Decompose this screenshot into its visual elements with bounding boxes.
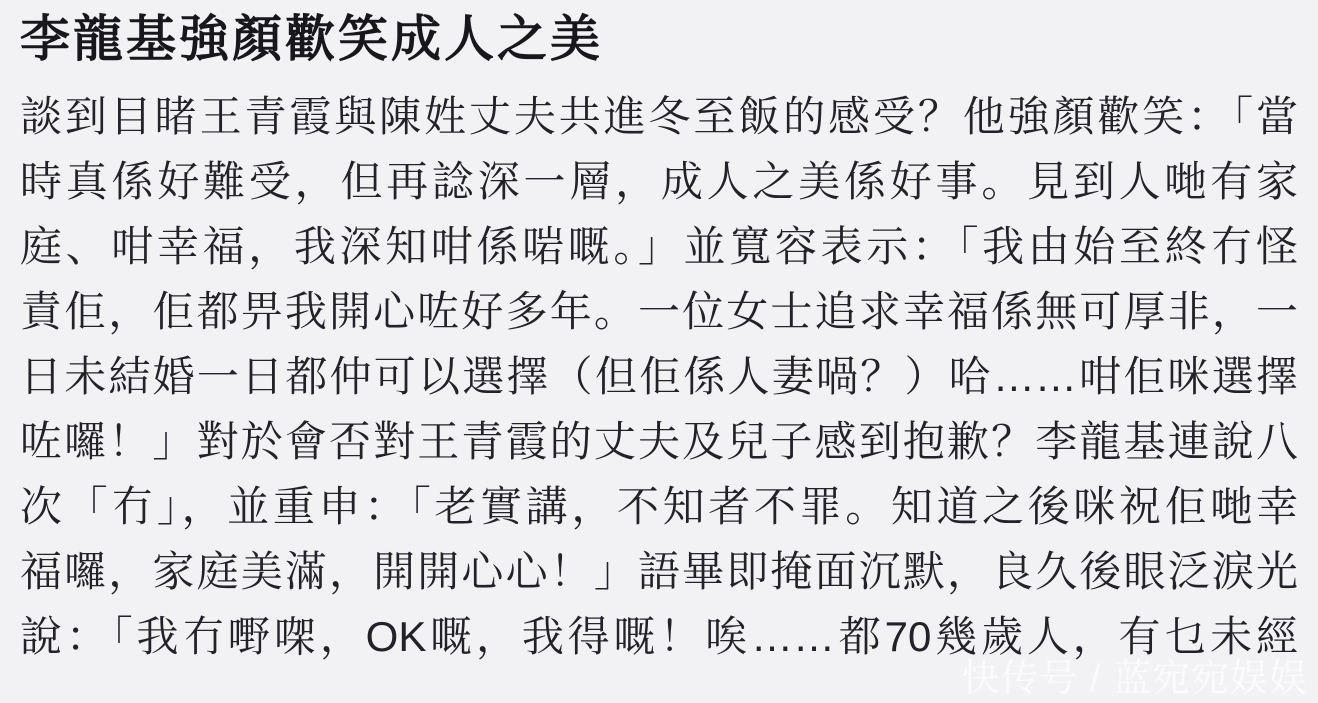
article-title: 李龍基強顏歡笑成人之美 — [20, 11, 603, 67]
article-line: 庭、咁幸福，我深知咁係啱嘅。」並寬容表示：「我由始至終冇怪 — [20, 223, 1298, 270]
platform-watermark: 快传号 / 蓝宛宛娱娱 — [961, 658, 1308, 700]
article-line: 說：「我冇嘢㗎，OK嘅，我得嘅！唉……都70幾歲人，有乜未經 — [20, 613, 1298, 660]
article-line: 日未結婚一日都仲可以選擇（但佢係人妻喎？）哈……咁佢咪選擇 — [20, 353, 1298, 400]
article-line: 責佢，佢都畀我開心咗好多年。一位女士追求幸福係無可厚非，一 — [20, 288, 1298, 335]
article-line: 咗囉！」對於會否對王青霞的丈夫及兒子感到抱歉？李龍基連說八 — [20, 418, 1298, 465]
article-body — [20, 84, 1298, 669]
article-line: 談到目睹王青霞與陳姓丈夫共進冬至飯的感受？他強顏歡笑：「當 — [20, 93, 1298, 140]
article-line: 次「冇」，並重申：「老實講，不知者不罪。知道之後咪祝佢哋幸 — [20, 483, 1298, 530]
article-line: 福囉，家庭美滿，開開心心！」語畢即掩面沉默，良久後眼泛淚光 — [20, 548, 1298, 595]
article-line: 時真係好難受，但再諗深一層，成人之美係好事。見到人哋有家 — [20, 158, 1298, 205]
